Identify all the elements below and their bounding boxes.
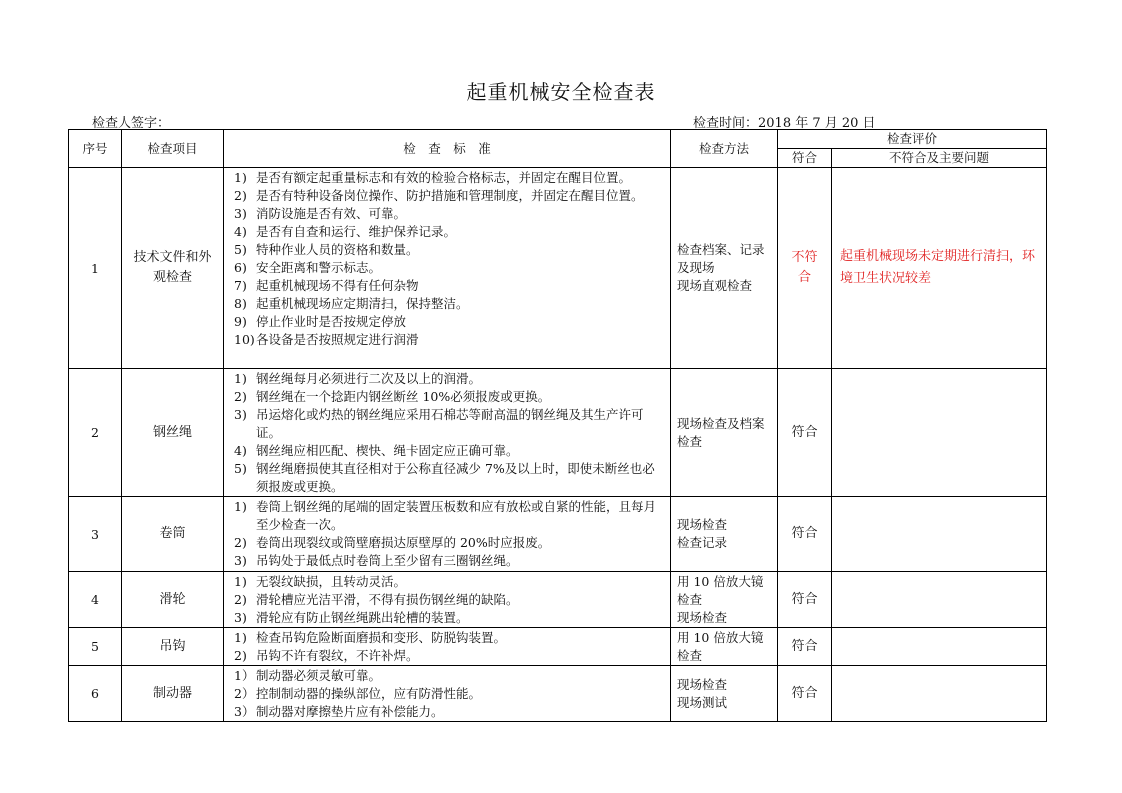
standard-number: 4) xyxy=(234,443,247,458)
standard-text: 是否有特种设备岗位操作、防护措施和管理制度，并固定在醒目位置。 xyxy=(256,188,644,203)
standard-number: 2) xyxy=(234,592,247,607)
table-row xyxy=(69,497,1047,572)
standard-item xyxy=(234,187,666,205)
method-line: 检查档案、记录及现场 xyxy=(677,242,765,275)
row-issue xyxy=(832,497,1047,572)
row-conform-status: 符合 xyxy=(778,666,832,722)
standard-text: 滑轮槽应光洁平滑，不得有损伤钢丝绳的缺陷。 xyxy=(256,592,519,607)
standard-item xyxy=(234,703,666,721)
standard-text: 卷筒上钢丝绳的尾端的固定装置压板数和应有放松或自紧的性能，且每月至少检查一次。 xyxy=(256,499,657,532)
standard-text: 制动器对摩擦垫片应有补偿能力。 xyxy=(256,704,444,719)
standard-text: 无裂纹缺损，且转动灵活。 xyxy=(256,574,407,589)
header-item: 检查项目 xyxy=(122,130,224,168)
standard-text: 制动器必须灵敏可靠。 xyxy=(256,668,382,683)
row-standards xyxy=(224,497,671,572)
standard-item xyxy=(234,295,666,313)
row-standards xyxy=(224,572,671,628)
standard-number: 2) xyxy=(234,188,247,203)
standard-number: 5) xyxy=(234,461,247,476)
row-standards xyxy=(224,369,671,497)
inspector-signature-label: 检查人签字： xyxy=(92,116,171,131)
header-standard: 检 查 标 准 xyxy=(224,130,671,168)
row-seq: 4 xyxy=(69,572,122,628)
standard-text: 是否有额定起重量标志和有效的检验合格标志，并固定在醒目位置。 xyxy=(256,170,632,185)
method-line: 现场检查及档案检查 xyxy=(677,415,765,449)
row-issue xyxy=(832,628,1047,666)
standard-text: 特种作业人员的资格和数量。 xyxy=(256,242,419,257)
row-method xyxy=(671,572,778,628)
standard-text: 检查吊钩危险断面磨损和变形、防脱钩装置。 xyxy=(256,630,507,645)
standard-item xyxy=(234,406,666,442)
standard-text: 停止作业时是否按规定停放 xyxy=(256,314,407,329)
method-line: 现场检查 xyxy=(677,609,728,625)
standard-text: 钢丝绳磨损使其直径相对于公称直径减少 7%及以上时，即使未断丝也必须报废或更换。 xyxy=(256,461,655,494)
standard-text: 钢丝绳每月必须进行二次及以上的润滑。 xyxy=(256,371,482,386)
standard-number: 6) xyxy=(234,260,247,275)
standard-item xyxy=(234,277,666,295)
standard-number: 4) xyxy=(234,224,247,239)
row-seq: 6 xyxy=(69,666,122,722)
method-line: 检查记录 xyxy=(677,535,728,550)
standard-text: 消防设施是否有效、可靠。 xyxy=(256,206,407,221)
row-seq: 2 xyxy=(69,369,122,497)
row-method xyxy=(671,628,778,666)
standard-item xyxy=(234,460,666,496)
standard-item xyxy=(234,370,666,388)
standard-item xyxy=(234,685,666,703)
table-row xyxy=(69,572,1047,628)
standard-number: 3) xyxy=(234,206,247,221)
standard-text: 起重机械现场应定期清扫，保持整洁。 xyxy=(256,296,469,311)
header-nonconform: 不符合及主要问题 xyxy=(832,149,1047,168)
table-row xyxy=(69,628,1047,666)
standard-text: 吊钩处于最低点时卷筒上至少留有三圈钢丝绳。 xyxy=(256,553,519,568)
row-method xyxy=(671,369,778,497)
standard-item xyxy=(234,169,666,187)
row-issue xyxy=(832,666,1047,722)
standard-number: 2） xyxy=(234,686,255,701)
standard-text: 是否有自查和运行、维护保养记录。 xyxy=(256,224,457,239)
standard-item xyxy=(234,388,666,406)
standard-item xyxy=(234,259,666,277)
row-method xyxy=(671,168,778,369)
row-seq: 1 xyxy=(69,168,122,369)
page-title: 起重机械安全检查表 xyxy=(466,80,656,104)
header-evaluation: 检查评价 xyxy=(778,130,1047,149)
row-method xyxy=(671,666,778,722)
row-conform-status: 不符合 xyxy=(778,168,832,369)
standard-number: 2) xyxy=(234,535,247,550)
row-item: 卷筒 xyxy=(122,497,224,572)
standard-item xyxy=(234,573,666,591)
method-line: 用 10 倍放大镜检查 xyxy=(677,573,764,607)
standard-text: 滑轮应有防止钢丝绳跳出轮槽的装置。 xyxy=(256,610,469,625)
row-method xyxy=(671,497,778,572)
standard-number: 1) xyxy=(234,574,247,589)
standard-text: 吊运熔化或灼热的钢丝绳应采用石棉芯等耐高温的钢丝绳及其生产许可证。 xyxy=(256,407,644,440)
standard-number: 3） xyxy=(234,704,255,719)
row-seq: 5 xyxy=(69,628,122,666)
row-issue xyxy=(832,369,1047,497)
row-item: 滑轮 xyxy=(122,572,224,628)
standard-text: 卷筒出现裂纹或筒壁磨损达原壁厚的 20%时应报废。 xyxy=(256,535,551,550)
standard-item xyxy=(234,498,666,534)
method-line: 现场测试 xyxy=(677,694,728,710)
standard-item xyxy=(234,629,666,647)
method-line: 现场检查 xyxy=(677,676,728,692)
standard-number: 1) xyxy=(234,170,247,185)
standard-text: 安全距离和警示标志。 xyxy=(256,260,382,275)
row-item: 技术文件和外观检查 xyxy=(122,168,224,369)
standard-item xyxy=(234,331,666,349)
method-line: 现场直观检查 xyxy=(677,278,753,293)
standard-text: 钢丝绳在一个捻距内钢丝断丝 10%必须报废或更换。 xyxy=(256,389,551,404)
row-conform-status: 符合 xyxy=(778,572,832,628)
standard-item xyxy=(234,442,666,460)
standard-item xyxy=(234,647,666,665)
method-line: 现场检查 xyxy=(677,517,728,532)
standard-item xyxy=(234,241,666,259)
standard-number: 1) xyxy=(234,371,247,386)
standard-item xyxy=(234,205,666,223)
standard-item xyxy=(234,223,666,241)
row-conform-status: 符合 xyxy=(778,497,832,572)
standard-text: 吊钩不许有裂纹，不许补焊。 xyxy=(256,648,419,663)
inspection-table xyxy=(68,129,1047,722)
standard-number: 9) xyxy=(234,314,247,329)
standard-number: 1） xyxy=(234,668,255,683)
row-standards xyxy=(224,628,671,666)
row-conform-status: 符合 xyxy=(778,628,832,666)
inspection-time: 检查时间：2018 年 7 月 20 日 xyxy=(693,116,876,131)
row-standards xyxy=(224,666,671,722)
row-standards xyxy=(224,168,671,369)
row-issue xyxy=(832,572,1047,628)
standard-number: 10) xyxy=(234,332,255,347)
row-conform-status: 符合 xyxy=(778,369,832,497)
standard-number: 3) xyxy=(234,407,247,422)
method-line: 用 10 倍放大镜检查 xyxy=(677,629,764,663)
standard-text: 起重机械现场不得有任何杂物 xyxy=(256,278,419,293)
standard-item xyxy=(234,313,666,331)
standard-number: 5) xyxy=(234,242,247,257)
standard-number: 1) xyxy=(234,499,247,514)
standard-number: 3) xyxy=(234,553,247,568)
standard-number: 2) xyxy=(234,648,247,663)
table-row xyxy=(69,168,1047,369)
header-seq: 序号 xyxy=(69,130,122,168)
standard-number: 8) xyxy=(234,296,247,311)
standard-text: 控制制动器的操纵部位，应有防滑性能。 xyxy=(256,686,482,701)
standard-item xyxy=(234,534,666,552)
row-item: 吊钩 xyxy=(122,628,224,666)
standard-item xyxy=(234,552,666,570)
standard-item xyxy=(234,609,666,627)
standard-item xyxy=(234,591,666,609)
row-seq: 3 xyxy=(69,497,122,572)
row-issue: 起重机械现场未定期进行清扫，环境卫生状况较差 xyxy=(832,168,1047,369)
header-conform: 符合 xyxy=(778,149,832,168)
standard-text: 钢丝绳应相匹配、楔快、绳卡固定应正确可靠。 xyxy=(256,443,519,458)
standard-item xyxy=(234,667,666,685)
standard-number: 3) xyxy=(234,610,247,625)
table-row xyxy=(69,666,1047,722)
row-item: 钢丝绳 xyxy=(122,369,224,497)
standard-number: 7) xyxy=(234,278,247,293)
table-row xyxy=(69,369,1047,497)
header-method: 检查方法 xyxy=(671,130,778,168)
row-item: 制动器 xyxy=(122,666,224,722)
standard-number: 2) xyxy=(234,389,247,404)
standard-text: 各设备是否按照规定进行润滑 xyxy=(256,332,419,347)
standard-number: 1) xyxy=(234,630,247,645)
